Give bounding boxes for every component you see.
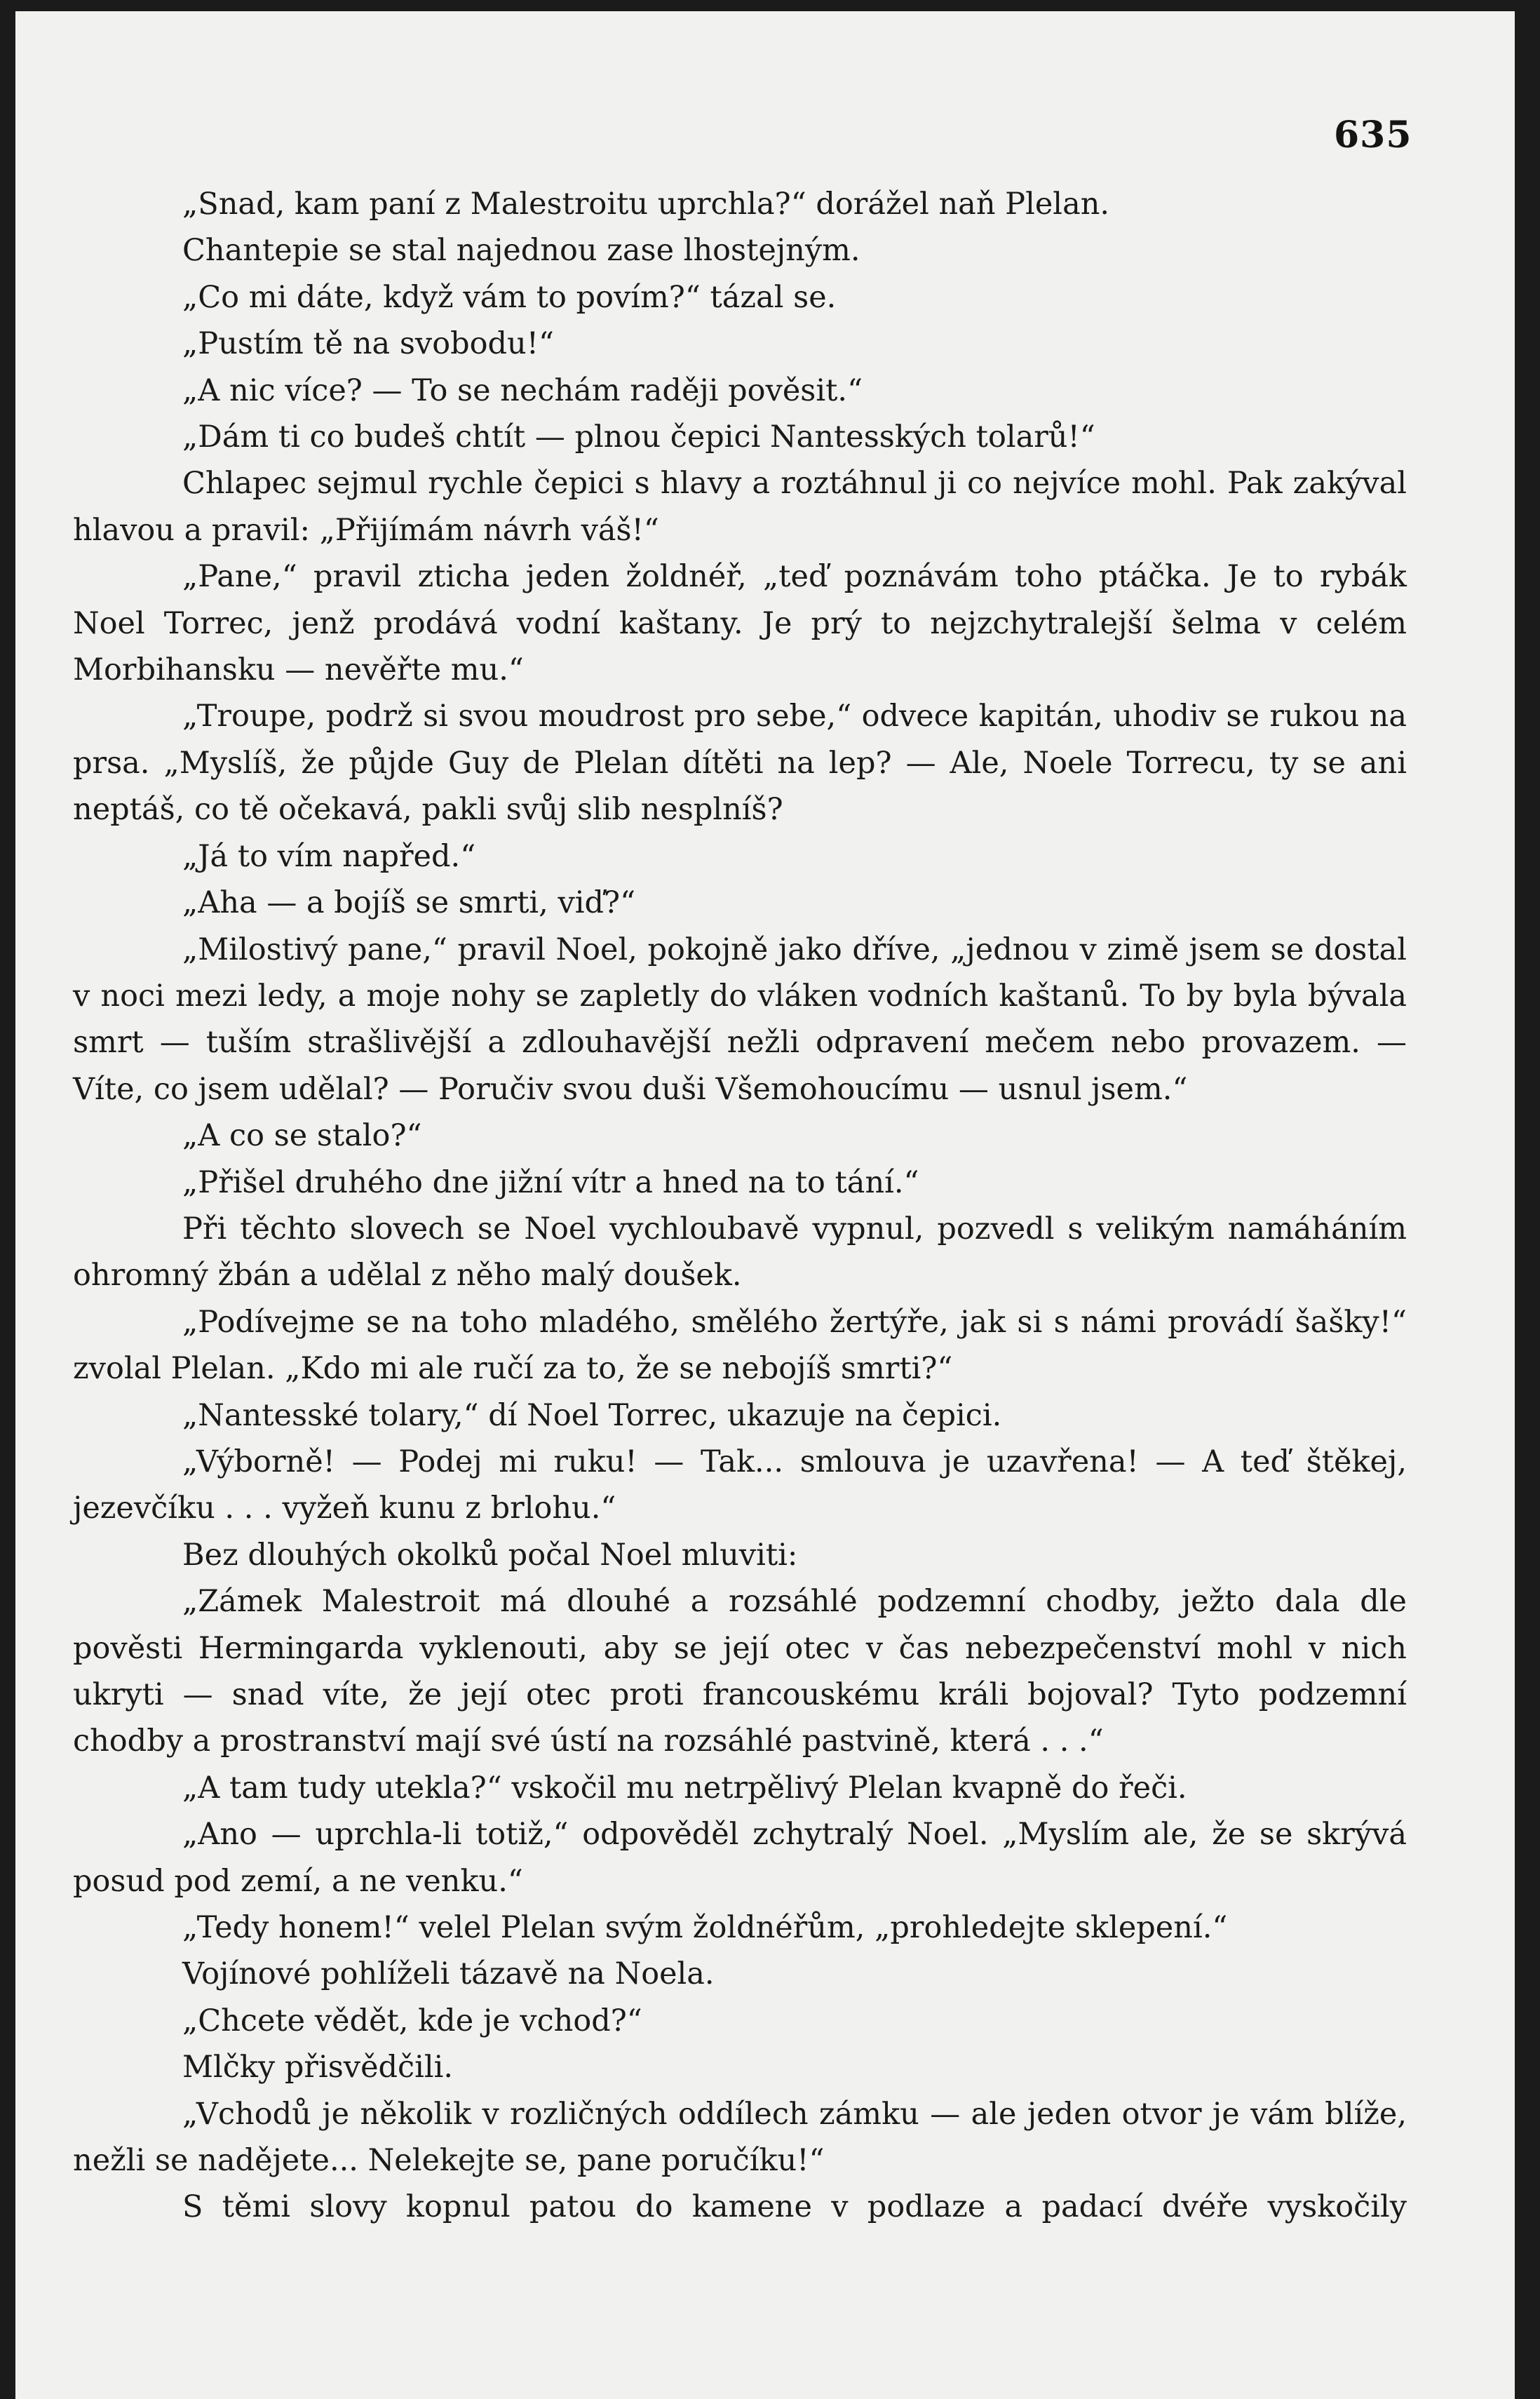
paragraph: „Vchodů je několik v rozličných oddílech zámku — ale jeden otvor je vám blíže, nežli se nadějete... Nelekejte se, pane poručíku!“ <box>73 2096 1407 2179</box>
book-page <box>15 11 1515 2399</box>
paragraph: „A nic více? — To se nechám raději pověsit.“ <box>182 372 863 408</box>
paragraph: „Troupe, podrž si svou moudrost pro sebe,“ odvece kapitán, uhodiv se rukou na prsa. „Myslíš, že půjde Guy de Plelan dítěti na lep? — Ale, Noele Torrecu, ty se ani neptáš, co tě očekavá, pakli svůj slib nesplníš? <box>73 699 1407 828</box>
paragraph: „Pustím tě na svobodu!“ <box>182 326 554 362</box>
paragraph: „Co mi dáte, když vám to povím?“ tázal se. <box>182 279 837 315</box>
paragraph: Při těchto slovech se Noel vychloubavě vypnul, pozvedl s velikým namáháním ohromný žbán a udělal z něho malý doušek. <box>73 1211 1407 1293</box>
paragraph: „Milostivý pane,“ pravil Noel, pokojně jako dříve, „jednou v zimě jsem se dostal v noci mezi ledy, a moje nohy se zapletly do vláken vodních kaštanů. To by byla bývala smrt — tuším strašlivější a zdlouhavější nežli odpravení mečem nebo provazem. — Víte, co jsem udělal? — Poručiv svou duši Všemohoucímu — usnul jsem.“ <box>73 932 1407 1107</box>
paragraph: „Aha — a bojíš se smrti, viď?“ <box>182 885 636 921</box>
paragraph: S těmi slovy kopnul patou do kamene v podlaze a padací dvéře vyskočily <box>182 2189 1407 2225</box>
paragraph: „Pane,“ pravil zticha jeden žoldnéř, „teď poznávám toho ptáčka. Je to rybák Noel Torrec, jenž prodává vodní kaštany. Je prý to nejzchytralejší šelma v celém Morbihansku — nevěřte mu.“ <box>73 559 1407 688</box>
text-body <box>73 181 1407 2231</box>
paragraph: „Ano — uprchla-li totiž,“ odpověděl zchytralý Noel. „Myslím ale, že se skrývá posud pod zemí, a ne venku.“ <box>73 1817 1407 1899</box>
paragraph: „A tam tudy utekla?“ vskočil mu netrpělivý Plelan kvapně do řeči. <box>182 1770 1187 1806</box>
paragraph: „A co se stalo?“ <box>182 1118 422 1154</box>
page-number: 635 <box>1334 114 1412 156</box>
paragraph: Chlapec sejmul rychle čepici s hlavy a roztáhnul ji co nejvíce mohl. Pak zakýval hlavou a pravil: „Přijímám návrh váš!“ <box>73 466 1407 548</box>
paragraph: Vojínové pohlíželi tázavě na Noela. <box>182 1956 715 1992</box>
paragraph: „Zámek Malestroit má dlouhé a rozsáhlé podzemní chodby, ježto dala dle pověsti Hermingarda vyklenouti, aby se její otec v čas nebezpečenství mohl v nich ukryti — snad víte, že její otec proti francouskému králi bojoval? Tyto podzemní chodby a prostranství mají své ústí na rozsáhlé pastvině, která . . .“ <box>73 1584 1407 1759</box>
paragraph: Chantepie se stal najednou zase lhostejným. <box>182 233 860 269</box>
paragraph: „Nantesské tolary,“ dí Noel Torrec, ukazuje na čepici. <box>182 1397 1002 1433</box>
paragraph: Mlčky přisvědčili. <box>182 2050 454 2085</box>
paragraph: „Tedy honem!“ velel Plelan svým žoldnéřům, „prohledejte sklepení.“ <box>182 1910 1228 1946</box>
paragraph: „Výborně! — Podej mi ruku! — Tak... smlouva je uzavřena! — A teď štěkej, jezevčíku . . . vyžeň kunu z brlohu.“ <box>73 1444 1407 1526</box>
paragraph: „Podívejme se na toho mladého, smělého žertýře, jak si s námi provádí šašky!“ zvolal Plelan. „Kdo mi ale ručí za to, že se nebojíš smrti?“ <box>73 1304 1407 1387</box>
paragraph: „Dám ti co budeš chtít — plnou čepici Nantesských tolarů!“ <box>182 419 1095 455</box>
paragraph: „Chcete vědět, kde je vchod?“ <box>182 2003 642 2038</box>
paragraph: Bez dlouhých okolků počal Noel mluviti: <box>182 1537 798 1573</box>
paragraph: „Přišel druhého dne jižní vítr a hned na to tání.“ <box>182 1164 919 1200</box>
paragraph: „Já to vím napřed.“ <box>182 838 476 874</box>
paragraph: „Snad, kam paní z Malestroitu uprchla?“ dorážel naň Plelan. <box>182 187 1110 222</box>
